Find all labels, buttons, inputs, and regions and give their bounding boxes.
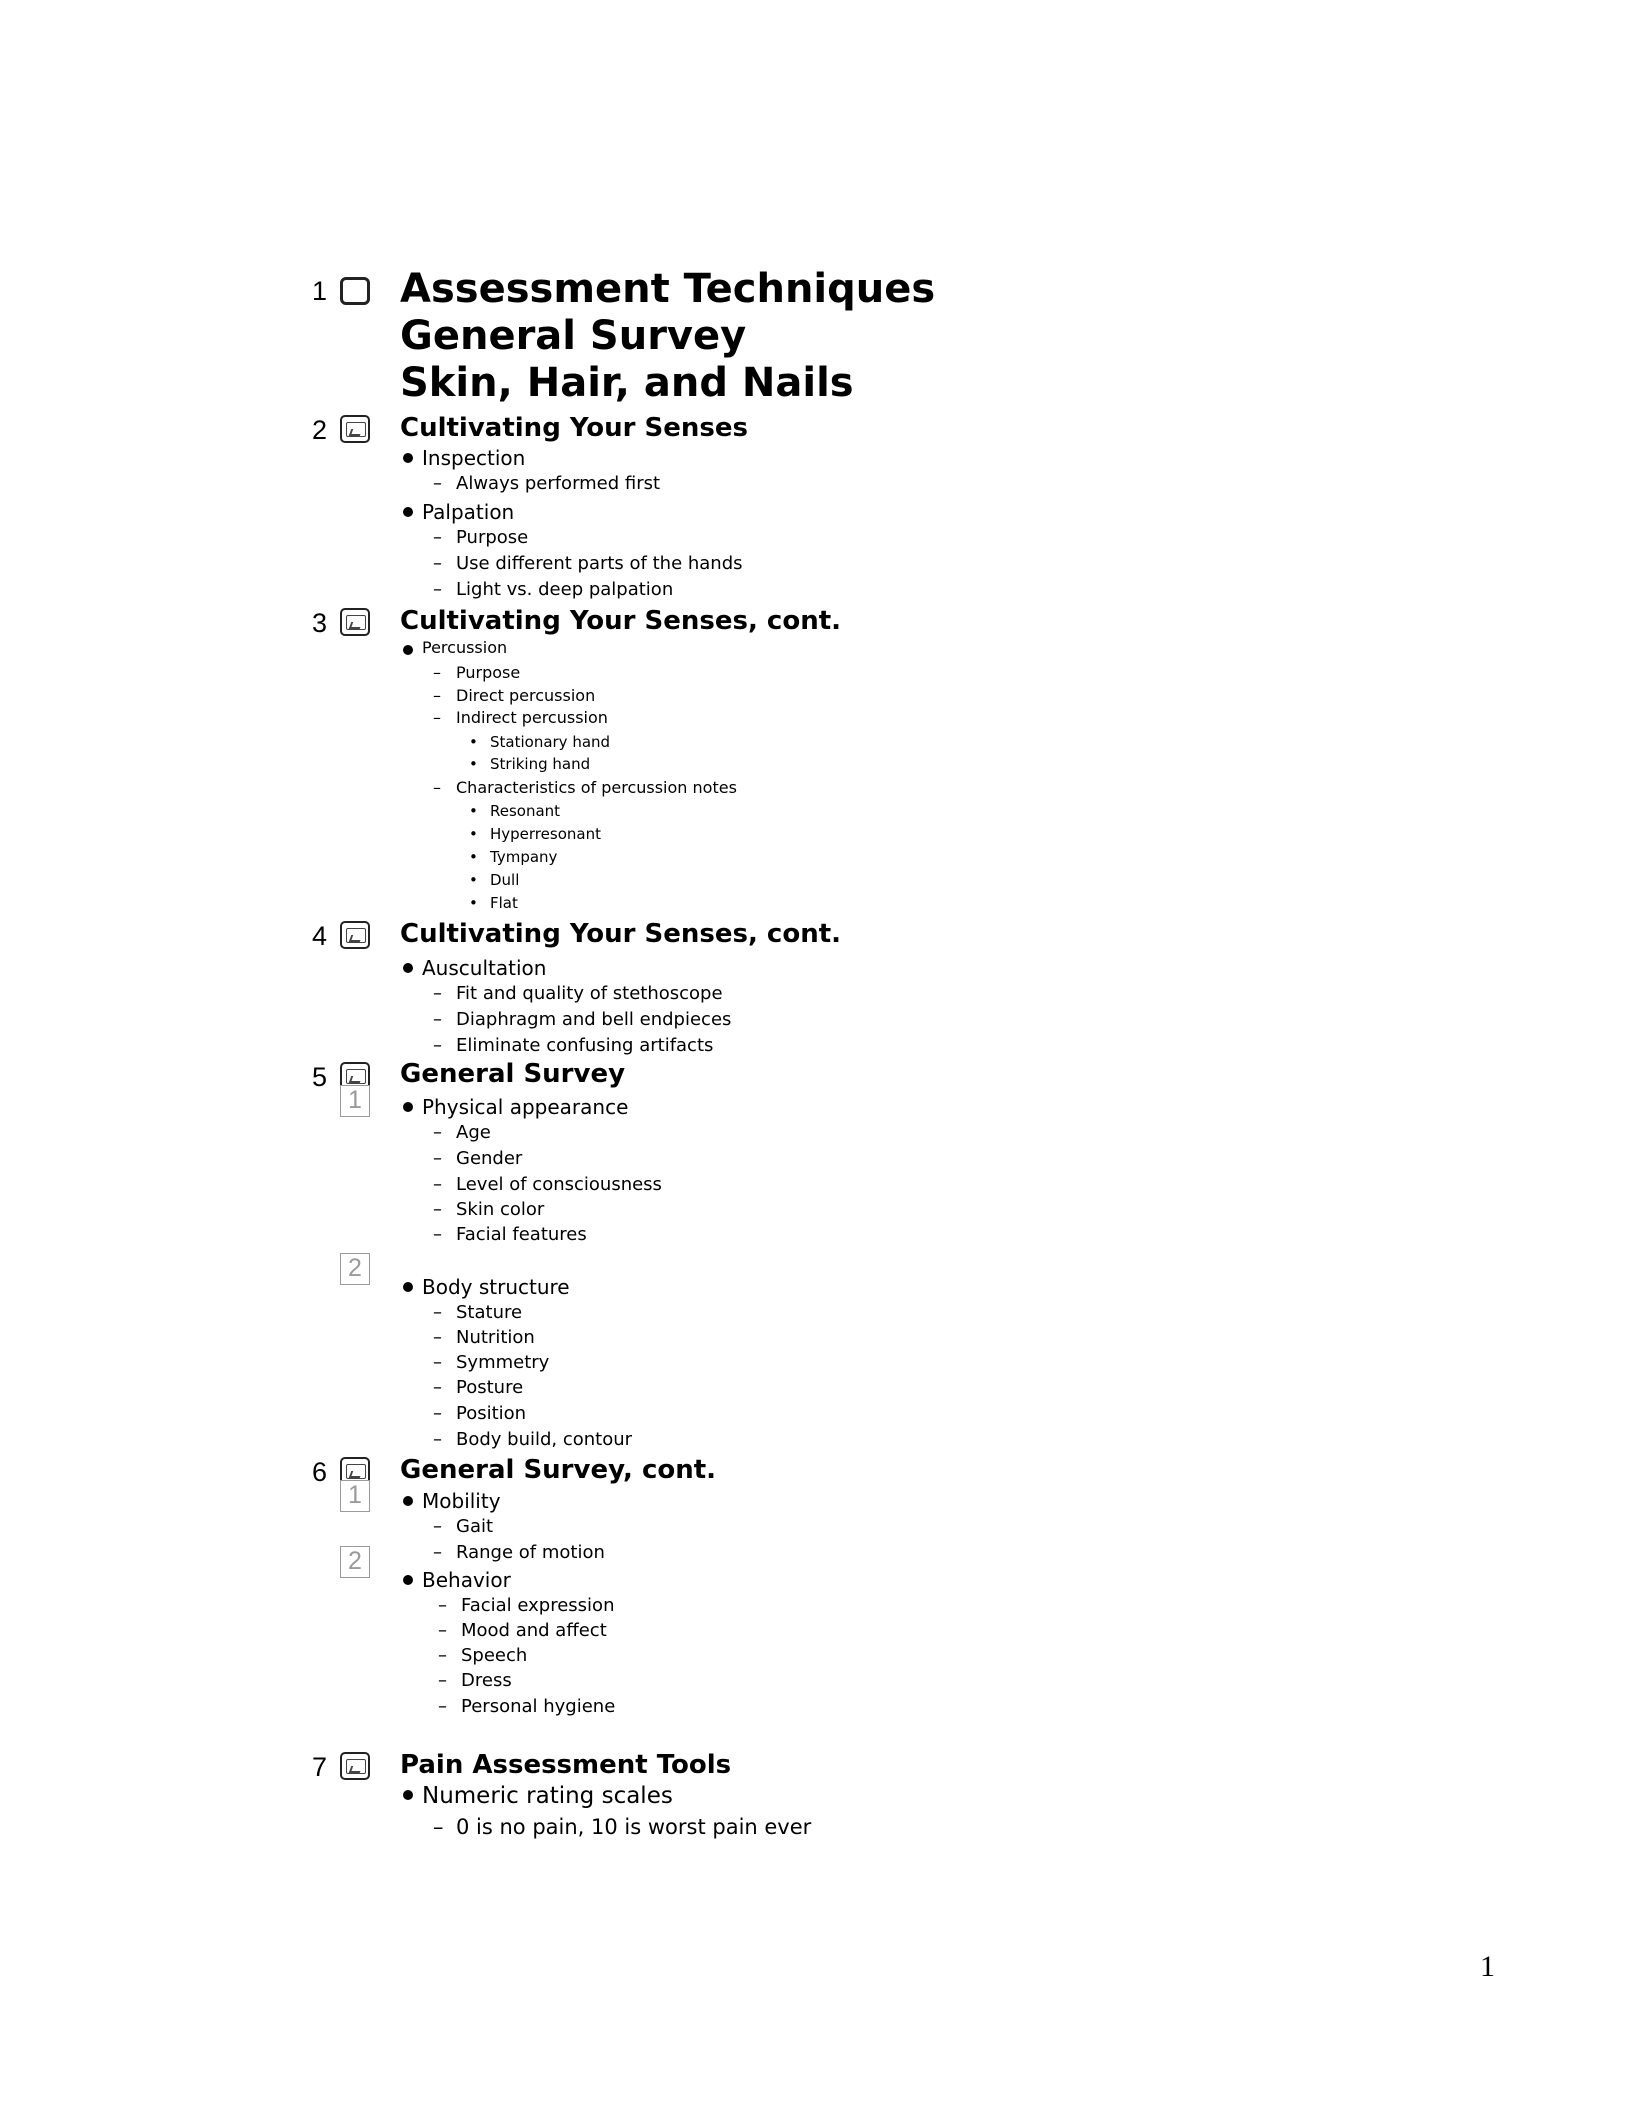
sub-bullet-item: – Gender [456, 1148, 522, 1170]
animation-step-box: 2 [340, 1546, 370, 1578]
sub-bullet-item: – Posture [456, 1377, 523, 1399]
sub-bullet-item: – Facial features [456, 1224, 587, 1246]
sub-sub-bullet-item: • Hyperresonant [490, 824, 601, 844]
sub-bullet-item: – Dress [461, 1670, 512, 1692]
slide-title-line: General Survey [400, 313, 747, 359]
sub-bullet-item: – Age [456, 1122, 491, 1144]
sub-bullet-item: – Range of motion [456, 1542, 605, 1564]
slide-number: 2 [311, 415, 327, 445]
slide-number: 1 [311, 276, 327, 306]
title-slide-icon [340, 277, 370, 305]
sub-bullet-item: – Fit and quality of stethoscope [456, 983, 723, 1005]
bullet-item: Mobility [422, 1489, 501, 1513]
sub-bullet-item: – Use different parts of the hands [456, 553, 743, 575]
content-slide-icon [340, 921, 370, 949]
sub-bullet-item: – Stature [456, 1302, 522, 1324]
slide-title: Cultivating Your Senses, cont. [400, 606, 842, 636]
sub-bullet-item: – Position [456, 1403, 526, 1425]
sub-sub-bullet-item: • Dull [490, 870, 519, 890]
sub-bullet-item: – Symmetry [456, 1352, 549, 1374]
sub-bullet-item: – Mood and affect [461, 1620, 607, 1642]
sub-bullet-item: – Diaphragm and bell endpieces [456, 1009, 731, 1031]
sub-bullet-item: – Always performed first [456, 473, 660, 495]
bullet-item: Physical appearance [422, 1095, 629, 1119]
slide-title: General Survey, cont. [400, 1455, 717, 1485]
sub-sub-bullet-item: • Striking hand [490, 754, 590, 774]
sub-sub-bullet-item: • Stationary hand [490, 732, 610, 752]
sub-bullet-item: – Body build, contour [456, 1429, 632, 1451]
sub-sub-bullet-item: • Tympany [490, 847, 557, 867]
page-number: 1 [1480, 1950, 1495, 1983]
sub-bullet-item: – Purpose [456, 663, 520, 683]
sub-bullet-item: – Light vs. deep palpation [456, 579, 673, 601]
bullet-item: Auscultation [422, 956, 547, 980]
bullet-item: Body structure [422, 1275, 570, 1299]
sub-bullet-item: – Speech [461, 1645, 527, 1667]
sub-sub-bullet-item: • Flat [490, 893, 518, 913]
sub-bullet-item: – Nutrition [456, 1327, 535, 1349]
sub-bullet-item: – Characteristics of percussion notes [456, 778, 737, 798]
animation-step-box: 1 [340, 1085, 370, 1117]
slide-title: General Survey [400, 1059, 626, 1089]
bullet-item: Palpation [422, 500, 515, 524]
sub-bullet-item: – Level of consciousness [456, 1174, 662, 1196]
animation-step-box: 1 [340, 1480, 370, 1512]
slide-title: Cultivating Your Senses, cont. [400, 919, 842, 949]
slide-number: 7 [311, 1752, 327, 1782]
animation-step-box: 2 [340, 1253, 370, 1285]
sub-bullet-item: – Skin color [456, 1199, 544, 1221]
sub-sub-bullet-item: • Resonant [490, 801, 560, 821]
slide-title-line: Skin, Hair, and Nails [400, 360, 854, 406]
bullet-item: Numeric rating scales [422, 1783, 673, 1809]
slide-number: 4 [311, 921, 327, 951]
slide-number: 6 [311, 1457, 327, 1487]
sub-bullet-item: – 0 is no pain, 10 is worst pain ever [456, 1815, 811, 1840]
bullet-item: Inspection [422, 446, 526, 470]
slide-title: Pain Assessment Tools [400, 1750, 732, 1780]
slide-number: 5 [311, 1062, 327, 1092]
bullet-item: Percussion [422, 638, 508, 657]
content-slide-icon [340, 415, 370, 443]
slide-title-line: Assessment Techniques [400, 266, 936, 312]
sub-bullet-item: – Indirect percussion [456, 708, 608, 728]
sub-bullet-item: – Facial expression [461, 1595, 614, 1617]
content-slide-icon [340, 608, 370, 636]
content-slide-icon [340, 1752, 370, 1780]
sub-bullet-item: – Direct percussion [456, 686, 595, 706]
bullet-item: Behavior [422, 1568, 511, 1592]
sub-bullet-item: – Gait [456, 1516, 493, 1538]
slide-title: Cultivating Your Senses [400, 413, 748, 443]
sub-bullet-item: – Purpose [456, 527, 528, 549]
sub-bullet-item: – Personal hygiene [461, 1696, 615, 1718]
sub-bullet-item: – Eliminate confusing artifacts [456, 1035, 713, 1057]
slide-number: 3 [311, 608, 327, 638]
